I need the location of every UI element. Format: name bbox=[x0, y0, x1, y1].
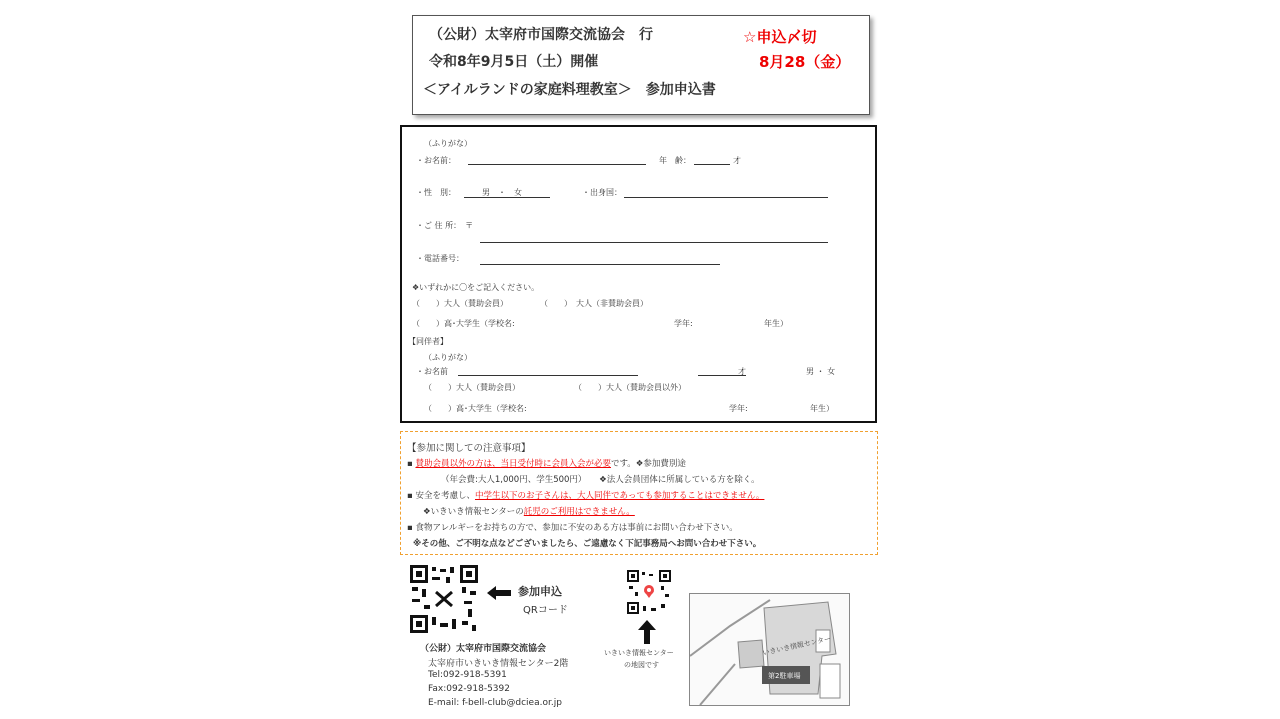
qr-label: 参加申込 bbox=[518, 585, 562, 598]
note-1-sub: （年会費:大人1,000円、学生500円） ❖法人会員団体に所属している方を除く。 bbox=[441, 475, 760, 485]
furigana-label: （ふりがな） bbox=[424, 139, 472, 148]
org-email[interactable]: E-mail: f-bell-club@dciea.or.jp bbox=[428, 698, 562, 708]
map-qr-label-2: の地図です bbox=[624, 661, 659, 669]
origin-field[interactable] bbox=[624, 197, 828, 198]
age-field[interactable] bbox=[694, 164, 730, 165]
org-tel: Tel:092-918-5391 bbox=[428, 670, 507, 680]
application-qr-code[interactable] bbox=[410, 565, 478, 633]
map-qr-code[interactable] bbox=[627, 570, 671, 614]
companion-age-unit: 才 bbox=[738, 367, 746, 376]
address-field[interactable] bbox=[480, 242, 828, 243]
age-unit: 才 bbox=[733, 156, 741, 165]
note-1: ▪ 賛助会員以外の方は、当日受付時に会員入会が必要です。❖参加費別途 bbox=[407, 459, 686, 469]
map-qr-label: いきいき情報センター bbox=[604, 649, 674, 657]
address-label: ・ご 住 所： 〒 bbox=[416, 221, 474, 230]
note-4-text: 食物アレルギーをお持ちの方で、参加に不安のある方は事前にお問い合わせ下さい。 bbox=[415, 523, 738, 533]
option-student[interactable]: （ ）高･大学生（学校名: bbox=[412, 319, 515, 328]
note-1-red: 賛助会員以外の方は、当日受付時に会員入会が必要 bbox=[415, 459, 611, 469]
gender-options[interactable]: 男 ・ 女 bbox=[482, 188, 522, 197]
header-title: ＜アイルランドの家庭料理教室＞ 参加申込書 bbox=[423, 82, 716, 98]
companion-option-member[interactable]: （ ）大人（賛助会員） bbox=[424, 383, 520, 392]
org-name: （公財）太宰府市国際交流協会 bbox=[420, 644, 547, 654]
deadline-date: 8月28（金） bbox=[759, 53, 851, 71]
org-address: 太宰府市いきいき情報センター2階 bbox=[428, 659, 569, 669]
note-2-pre: 安全を考慮し、 bbox=[415, 491, 475, 501]
age-label: 年 齢： bbox=[659, 156, 691, 165]
header-box bbox=[412, 15, 870, 115]
location-map bbox=[689, 593, 850, 706]
note-3-red: 託児のご利用はできません。 bbox=[523, 507, 635, 517]
companion-furigana: （ふりがな） bbox=[424, 353, 472, 362]
phone-label: ・電話番号： bbox=[416, 254, 464, 263]
name-label: ・お名前： bbox=[416, 156, 456, 165]
header-line1: （公財）太宰府市国際交流協会 行 bbox=[429, 27, 653, 43]
companion-grade-label: 学年: bbox=[729, 404, 748, 413]
application-form bbox=[400, 125, 877, 423]
note-3 bbox=[423, 505, 635, 517]
companion-option-student[interactable]: （ ）高･大学生（学校名: bbox=[424, 404, 527, 413]
note-2: ▪ 安全を考慮し、中学生以下のお子さんは、大人同伴であっても参加することはできません。 bbox=[407, 491, 765, 501]
map-center-label: いきいき情報センター bbox=[761, 634, 832, 658]
left-arrow-icon bbox=[487, 586, 511, 600]
up-arrow-icon bbox=[638, 620, 656, 644]
origin-label: ・出身国： bbox=[582, 188, 622, 197]
companion-name-field[interactable] bbox=[458, 375, 638, 376]
notes-title: 【参加に関しての注意事項】 bbox=[407, 443, 531, 454]
companion-gender[interactable]: 男 ・ 女 bbox=[806, 367, 836, 376]
name-field[interactable] bbox=[468, 164, 646, 165]
note-3-pre: ❖いきいき情報センターの bbox=[423, 507, 524, 517]
note-2-red: 中学生以下のお子さんは、大人同伴であっても参加することはできません。 bbox=[474, 491, 765, 501]
companion-title: 【同伴者】 bbox=[408, 337, 448, 346]
gender-label: ・性 別： bbox=[416, 188, 456, 197]
grade-label: 学年: bbox=[674, 319, 693, 328]
companion-option-other[interactable]: （ ）大人（賛助会員以外） bbox=[574, 383, 686, 392]
gender-underline bbox=[464, 197, 550, 198]
phone-field[interactable] bbox=[480, 264, 720, 265]
deadline-label: ☆申込〆切 bbox=[743, 28, 817, 46]
map-parking-label: 第2駐車場 bbox=[768, 672, 801, 680]
option-adult-member[interactable]: （ ）大人（賛助会員） bbox=[412, 299, 508, 308]
circle-note: ❖いずれかに〇をご記入ください。 bbox=[412, 283, 540, 292]
option-adult-nonmember[interactable]: （ ） 大人（非賛助会員） bbox=[540, 299, 648, 308]
note-5: ※その他、ご不明な点などございましたら、ご遠慮なく下記事務局へお問い合わせ下さい。 bbox=[413, 539, 762, 549]
grade-unit: 年生） bbox=[764, 319, 788, 328]
org-fax: Fax:092-918-5392 bbox=[428, 684, 510, 694]
companion-name-label: ・お名前 bbox=[416, 367, 448, 376]
qr-label-2: QRコード bbox=[523, 605, 568, 616]
header-line2: 令和8年9月5日（土）開催 bbox=[429, 54, 599, 70]
companion-grade-unit: 年生） bbox=[810, 404, 834, 413]
note-1-rest: です。❖参加費別途 bbox=[610, 459, 686, 469]
note-4: ▪ 食物アレルギーをお持ちの方で、参加に不安のある方は事前にお問い合わせ下さい。 bbox=[407, 523, 738, 533]
notes-box bbox=[400, 431, 878, 555]
